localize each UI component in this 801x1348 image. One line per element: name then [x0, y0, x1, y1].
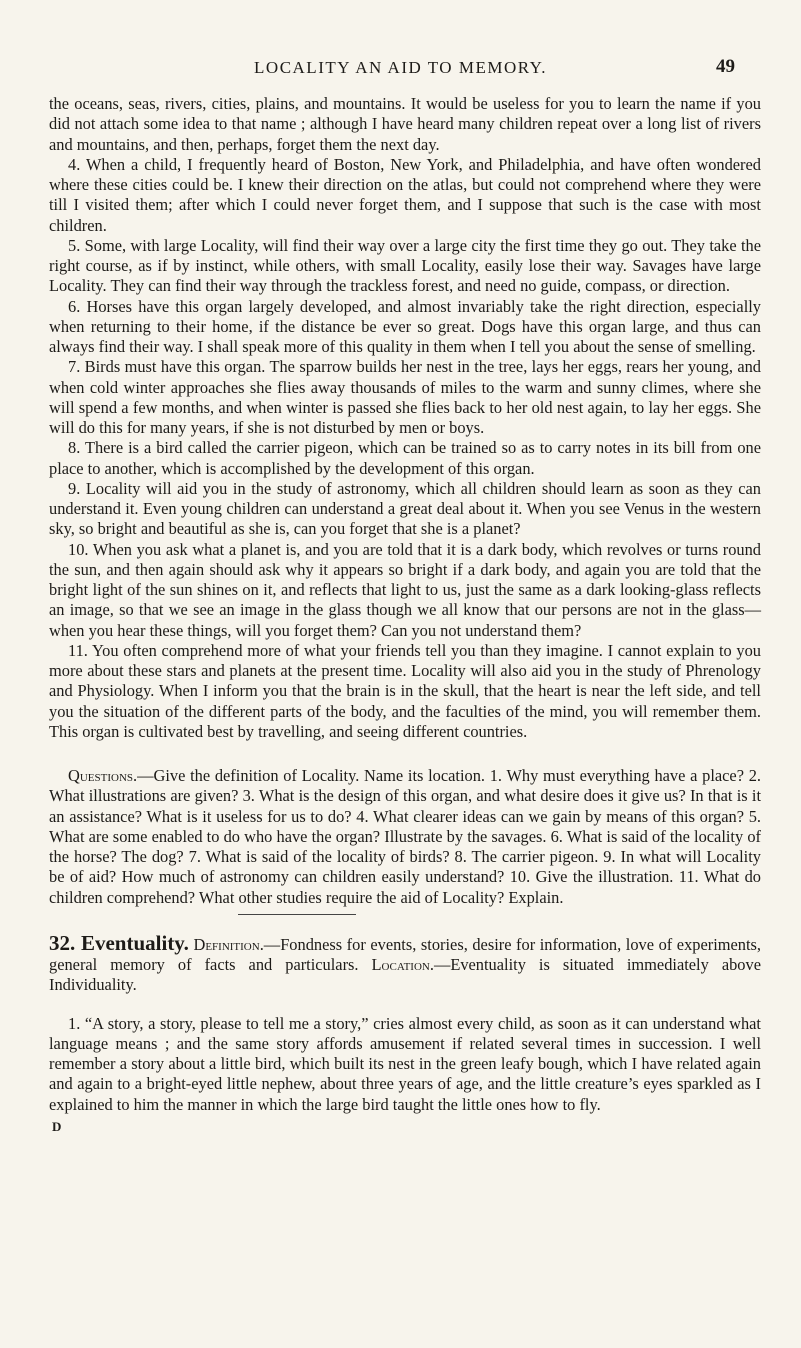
paragraph-11: 11. You often comprehend more of what your friends tell you than they imagine. I cannot explain to you more about these stars and planets at the present time. Locality will also aid you in the study of Phrenology and Physiology. When I inform you that the brain is in the skull, that the heart is near the left side, and tell you the situation of the different parts of the body, and the faculties of the mind, you will remember them. This organ is cultivated best by travelling, and seeing different countries. — [49, 640, 761, 741]
section-title: 32. Eventuality. — [49, 930, 189, 955]
running-title: LOCALITY AN AID TO MEMORY. — [254, 58, 547, 77]
paragraph-7: 7. Birds must have this organ. The sparrow builds her nest in the tree, lays her eggs, rears her young, and when cold winter approaches she flies away thousands of miles to the warm and sunny climes, where she will spend a few months, and when winter is passed she flies back to her old nest again, to lay her eggs. She will do this for many years, if she is not disturbed by men or boys. — [49, 357, 761, 437]
paragraph-5: 5. Some, with large Locality, will find their way over a large city the first time they go out. They take the right course, as if by instinct, while others, with small Locality, easily lose their way. Savages have large Locality. They can find their way through the trackless forest, and need no guide, compass, or direction. — [49, 235, 761, 296]
location-text: —Eventuality is situated immediately above Individuality. — [49, 955, 761, 995]
questions-block — [49, 766, 761, 908]
questions-label: Questions. — [68, 766, 138, 785]
paragraph-4: 4. When a child, I frequently heard of Boston, New York, and Philadelphia, and have often wondered where these cities could be. I knew their direction on the atlas, but could not comprehend where they were till I visited them; after which I could never forget them, and I suppose that such is the case with most children. — [49, 154, 761, 235]
paragraph-10: 10. When you ask what a planet is, and you are told that it is a dark body, which revolves or turns round the sun, and then again should ask why it appears so bright if a dark body, and again you are told that the bright light of the sun shines on it, and reflects that light to us, just the same as a dark looking-glass reflects an image, so that we see an image in the glass though we all know that our persons are not in the glass—when you hear these things, will you forget them? Can you not understand them? — [49, 539, 761, 640]
paragraph-9: 9. Locality will aid you in the study of astronomy, which all children should learn as soon as they can understand it. Even young children can understand a great deal about it. When you see Venus in the western sky, so bright and beautiful as she is, can you forget that she is a planet? — [49, 478, 761, 539]
questions-text: —Give the definition of Locality. Name its location. 1. Why must everything have a place? 2. What illustrations are given? 3. What is the design of this organ, and what desire does it give us? In that is it an assistance? What is it useless for us to do? 4. What clearer ideas can we gain by means of this organ? 5. What are some enabled to do who have the organ? Illustrate by the savages. 6. What is said of the locality of the horse? The dog? 7. What is said of the locality of birds? 8. The carrier pigeon. 9. In what will Locality be of aid? How much of astronomy can children easily understand? 10. Give the illustration. 11. What do children comprehend? What other studies require the aid of Locality? Explain. — [49, 766, 761, 907]
section-heading — [49, 930, 761, 996]
page-header — [0, 58, 801, 82]
paragraph-eventuality-1: 1. “A story, a story, please to tell me a story,” cries almost every child, as soon as it can understand what language means ; and the same story affords amusement if related several times in succession. I well remember a story about a little bird, which built its nest in the green leafy bough, which I have related again and again to a bright-eyed little nephew, about three years of age, and the little creature’s eyes sparkled as I explained to him the manner in which the large bird taught the little ones how to fly. — [49, 1013, 761, 1114]
signature-mark: D — [52, 1118, 62, 1134]
page-number: 49 — [716, 56, 735, 77]
paragraph-6: 6. Horses have this organ largely developed, and almost invariably take the right direction, especially when returning to their home, if the distance be ever so great. Dogs have this organ large, and thus can always find their way. I shall speak more of this quality in them when I tell you about the sense of smelling. — [49, 296, 761, 356]
paragraph-continued: the oceans, seas, rivers, cities, plains, and mountains. It would be useless for you to learn the name if you did not attach some idea to that name ; although I have heard many children repeat over a long list of rivers and mountains, and then, perhaps, forget them the next day. — [49, 94, 761, 154]
definition-label: Definition. — [193, 934, 264, 954]
page-body — [49, 94, 761, 1137]
location-label: Location. — [371, 955, 434, 974]
paragraph-8: 8. There is a bird called the carrier pigeon, which can be trained so as to carry notes in its bill from one place to another, which is accomplished by the development of this organ. — [49, 438, 761, 478]
section-divider — [238, 914, 356, 915]
definition-text: —Fondness for events, stories, desire for information, love of experiments, general memory of facts and particulars. — [49, 934, 761, 974]
